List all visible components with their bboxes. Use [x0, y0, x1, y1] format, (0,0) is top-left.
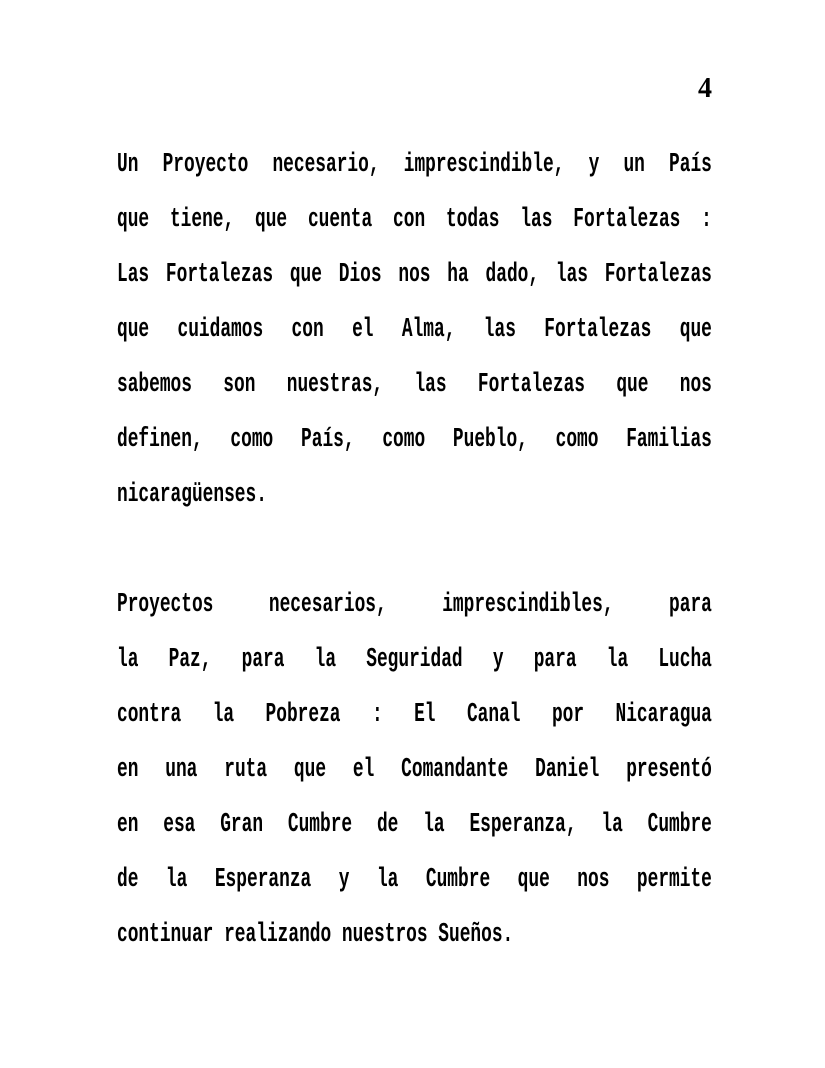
text-line: en una ruta que el Comandante Daniel presentó [117, 755, 712, 785]
text-line: nicaragüenses. [117, 480, 267, 510]
text-line: en esa Gran Cumbre de la Esperanza, la Cumbre [117, 810, 712, 840]
text-line: la Paz, para la Seguridad y para la Lucha [117, 645, 712, 675]
paragraph [117, 578, 712, 963]
paragraph-spacer [117, 523, 712, 578]
body-text [117, 138, 712, 963]
text-line: Las Fortalezas que Dios nos ha dado, las Fortalezas [117, 260, 712, 290]
text-line: de la Esperanza y la Cumbre que nos permite [117, 865, 712, 895]
text-line: sabemos son nuestras, las Fortalezas que nos [117, 370, 712, 400]
text-line: Un Proyecto necesario, imprescindible, y un País [117, 150, 712, 180]
text-line: que tiene, que cuenta con todas las Fortalezas : [117, 205, 712, 235]
text-line: definen, como País, como Pueblo, como Familias [117, 425, 712, 455]
page-number: 4 [698, 73, 712, 104]
text-line: continuar realizando nuestros Sueños. [117, 920, 514, 950]
text-line: que cuidamos con el Alma, las Fortalezas que [117, 315, 712, 345]
text-line: contra la Pobreza : El Canal por Nicaragua [117, 700, 712, 730]
text-line: Proyectos necesarios, imprescindibles, para [117, 590, 712, 620]
paragraph [117, 138, 712, 523]
